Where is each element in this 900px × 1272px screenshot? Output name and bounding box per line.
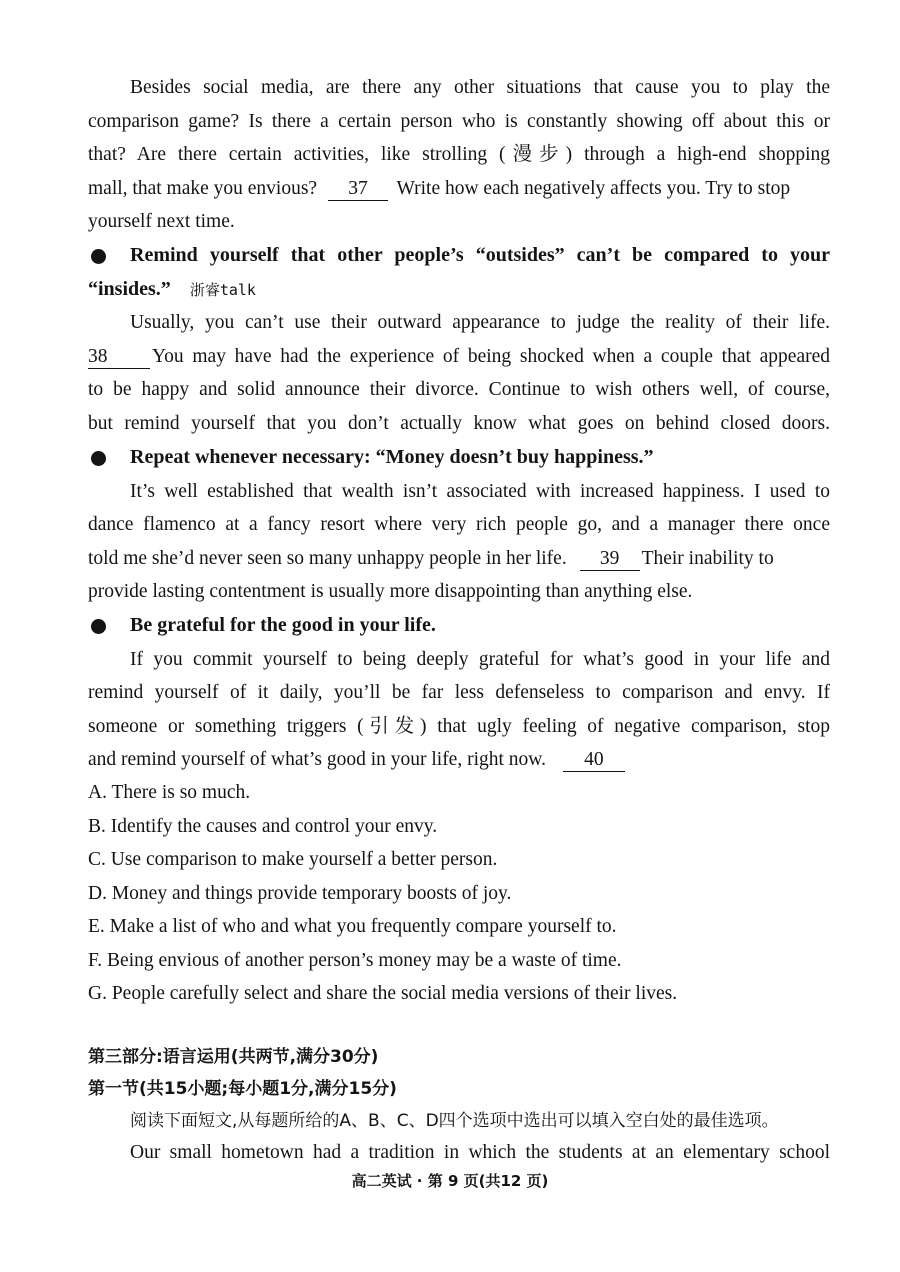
paragraph-line: that? Are there certain activities, like strolling (漫步) through a high-end shopping	[88, 144, 830, 165]
paragraph-text: told me she’d never seen so many unhappy people in her life.	[88, 548, 567, 569]
option-e: E. Make a list of who and what you frequently compare yourself to.	[88, 916, 617, 937]
paragraph-line-with-blank	[88, 177, 830, 201]
paragraph-text: mall, that make you envious?	[88, 178, 318, 199]
paragraph-text: Their inability to	[641, 548, 774, 569]
part-title: 第三部分:语言运用(共两节,满分30分)	[88, 1047, 379, 1067]
page-footer: 高二英试 · 第 9 页(共12 页)	[351, 1172, 549, 1190]
paragraph-line-with-blank	[88, 345, 830, 369]
blank-39: 39	[580, 548, 640, 571]
option-g: G. People carefully select and share the social media versions of their lives.	[88, 983, 678, 1004]
paragraph-line: but remind yourself that you don’t actually know what goes on behind closed doors.	[88, 413, 830, 434]
paragraph-text: Write how each negatively affects you. Try to stop	[396, 178, 791, 199]
paragraph-line: comparison game? Is there a certain person who is constantly showing off about this or	[88, 111, 830, 132]
section-heading: Remind yourself that other people’s “outsides” can’t be compared to your	[130, 244, 830, 266]
paragraph-line: Usually, you can’t use their outward appearance to judge the reality of their life.	[130, 312, 830, 333]
blank-37: 37	[328, 178, 388, 201]
paragraph-line-with-blank	[88, 748, 830, 772]
option-a: A. There is so much.	[88, 782, 251, 803]
paragraph-line: to be happy and solid announce their divorce. Continue to wish others well, of course,	[88, 379, 830, 400]
section-title: 第一节(共15小题;每小题1分,满分15分)	[88, 1079, 397, 1099]
paragraph-line-with-blank	[88, 547, 830, 571]
option-b: B. Identify the causes and control your envy.	[88, 816, 438, 837]
heading-text: “insides.”	[88, 278, 171, 300]
paragraph-line: It’s well established that wealth isn’t associated with increased happiness. I used to	[130, 481, 830, 502]
bullet-icon	[91, 249, 106, 264]
section-heading: Repeat whenever necessary: “Money doesn’t buy happiness.”	[130, 446, 654, 468]
paragraph-text: You may have had the experience of being shocked when a couple that appeared	[152, 346, 830, 367]
instruction: 阅读下面短文,从每题所给的A、B、C、D四个选项中选出可以填入空白处的最佳选项。	[130, 1111, 779, 1131]
paragraph-line: someone or something triggers (引发) that ugly feeling of negative comparison, stop	[88, 716, 830, 737]
bullet-icon	[91, 451, 106, 466]
paragraph-line: Besides social media, are there any other situations that cause you to play the	[130, 77, 830, 98]
option-d: D. Money and things provide temporary boosts of joy.	[88, 883, 512, 904]
paragraph-text: and remind yourself of what’s good in your life, right now.	[88, 749, 546, 770]
paragraph-line: remind yourself of it daily, you’ll be far less defenseless to comparison and envy. If	[88, 682, 830, 703]
paragraph-line: If you commit yourself to being deeply grateful for what’s good in your life and	[130, 649, 830, 670]
option-f: F. Being envious of another person’s money may be a waste of time.	[88, 950, 622, 971]
paragraph-line: provide lasting contentment is usually more disappointing than anything else.	[88, 581, 693, 602]
section-heading: Be grateful for the good in your life.	[130, 614, 436, 636]
section-heading-cont	[88, 277, 830, 302]
option-c: C. Use comparison to make yourself a better person.	[88, 849, 498, 870]
paragraph-line: yourself next time.	[88, 211, 235, 232]
paragraph-line: dance flamenco at a fancy resort where very rich people go, and a manager there once	[88, 514, 830, 535]
bullet-icon	[91, 619, 106, 634]
passage-line: Our small hometown had a tradition in which the students at an elementary school	[130, 1142, 830, 1163]
blank-40: 40	[563, 749, 625, 772]
blank-38: 38	[88, 346, 150, 369]
watermark-tag: 浙睿talk	[189, 281, 256, 299]
